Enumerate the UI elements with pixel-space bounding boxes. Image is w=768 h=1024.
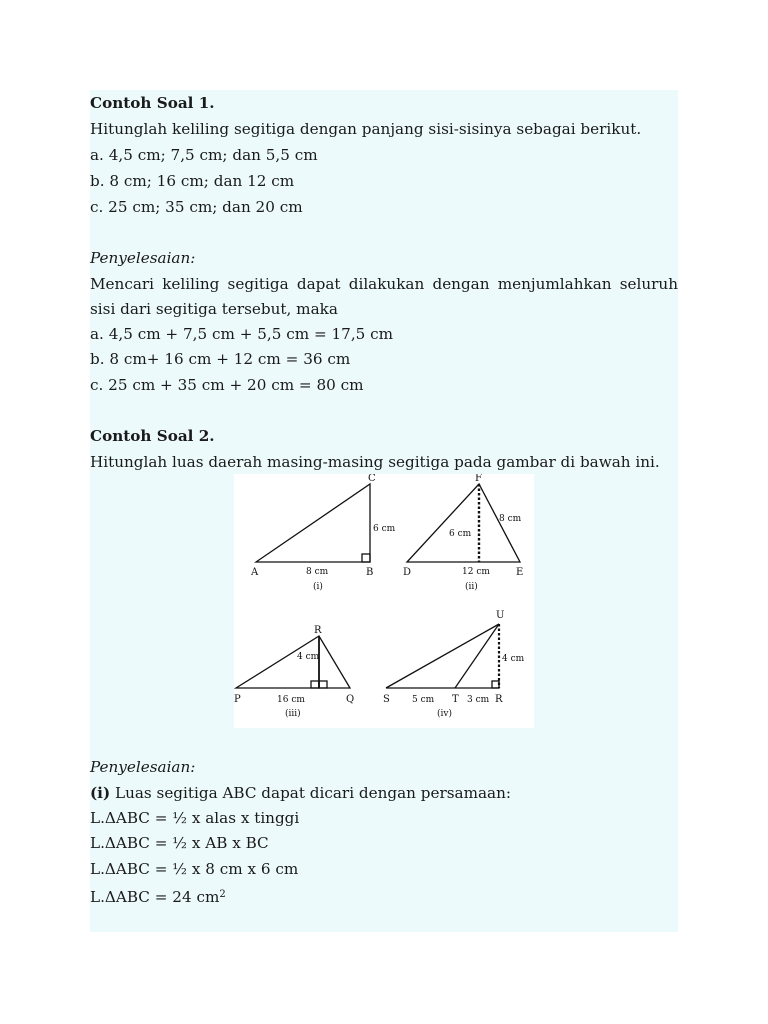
side-su xyxy=(386,624,499,688)
right-angle-mark-b xyxy=(362,554,370,562)
solution-2-part-label: (i) xyxy=(90,784,111,802)
label-st: 5 cm xyxy=(412,695,435,705)
vertex-s: S xyxy=(383,694,390,705)
solution-2-intro-text: Luas segitiga ABC dapat dicari dengan persamaan: xyxy=(110,784,511,802)
example-1-item-b: b. 8 cm; 16 cm; dan 12 cm xyxy=(90,172,295,190)
label-ur: 4 cm xyxy=(502,654,525,664)
solution-1-text-line-2: sisi dari segitiga tersebut, maka xyxy=(90,300,338,318)
solution-1-heading: Penyelesaian: xyxy=(90,249,196,267)
triangle-pqr xyxy=(236,636,350,688)
vertex-e: E xyxy=(516,567,524,578)
example-1-item-a: a. 4,5 cm; 7,5 cm; dan 5,5 cm xyxy=(90,146,318,164)
label-altitude-f: 6 cm xyxy=(449,529,472,539)
caption-i: (i) xyxy=(313,582,323,592)
vertex-r: R xyxy=(314,625,322,636)
solution-2-result xyxy=(90,884,678,906)
document-page xyxy=(90,90,678,932)
example-1-question: Hitunglah keliling segitiga dengan panjang sisi-sisinya sebagai berikut. xyxy=(90,120,642,138)
example-1-item-c: c. 25 cm; 35 cm; dan 20 cm xyxy=(90,198,303,216)
solution-2-heading: Penyelesaian: xyxy=(90,758,196,776)
solution-1-step-c: c. 25 cm + 35 cm + 20 cm = 80 cm xyxy=(90,376,364,394)
right-angle-mark-r-right xyxy=(319,681,327,688)
vertex-u: U xyxy=(496,610,505,621)
label-ab: 8 cm xyxy=(306,567,329,577)
solution-1-step-b: b. 8 cm+ 16 cm + 12 cm = 36 cm xyxy=(90,350,351,368)
solution-2-step-3: L.ΔABC = ½ x 8 cm x 6 cm xyxy=(90,860,299,878)
vertex-r-iv: R xyxy=(495,694,503,705)
vertex-d: D xyxy=(403,567,412,578)
vertex-f: F xyxy=(475,474,482,484)
solution-2-result-text: L.ΔABC = 24 cm xyxy=(90,888,220,906)
vertex-q: Q xyxy=(346,694,355,705)
solution-1-step-a: a. 4,5 cm + 7,5 cm + 5,5 cm = 17,5 cm xyxy=(90,325,394,343)
solution-2-intro xyxy=(90,782,678,804)
caption-ii: (ii) xyxy=(465,582,478,592)
caption-iv: (iv) xyxy=(437,709,452,719)
solution-2-result-power: 2 xyxy=(219,889,226,900)
label-altitude-r: 4 cm xyxy=(297,652,320,662)
solution-2-step-1: L.ΔABC = ½ x alas x tinggi xyxy=(90,809,300,827)
vertex-p: P xyxy=(234,694,241,705)
example-1-title: Contoh Soal 1. xyxy=(90,94,215,112)
vertex-c: C xyxy=(368,474,376,484)
caption-iii: (iii) xyxy=(285,709,301,719)
right-angle-mark-r-left xyxy=(311,681,319,688)
example-2-question: Hitunglah luas daerah masing-masing segitiga pada gambar di bawah ini. xyxy=(90,453,660,471)
label-pq: 16 cm xyxy=(277,695,305,705)
label-de: 12 cm xyxy=(462,567,490,577)
triangles-figure xyxy=(234,474,534,728)
label-bc: 6 cm xyxy=(373,524,396,534)
label-fe: 8 cm xyxy=(499,514,522,524)
solution-1-text-line-1: Mencari keliling segitiga dapat dilakukan dengan menjumlahkan seluruh xyxy=(90,275,678,293)
solution-2-step-2: L.ΔABC = ½ x AB x BC xyxy=(90,834,269,852)
triangle-abc xyxy=(256,484,370,562)
label-tr: 3 cm xyxy=(467,695,490,705)
vertex-b: B xyxy=(366,567,374,578)
vertex-t: T xyxy=(452,694,459,705)
side-tu xyxy=(455,624,499,688)
triangles-diagram xyxy=(234,474,534,728)
vertex-a: A xyxy=(251,567,259,578)
example-2-title: Contoh Soal 2. xyxy=(90,427,215,445)
